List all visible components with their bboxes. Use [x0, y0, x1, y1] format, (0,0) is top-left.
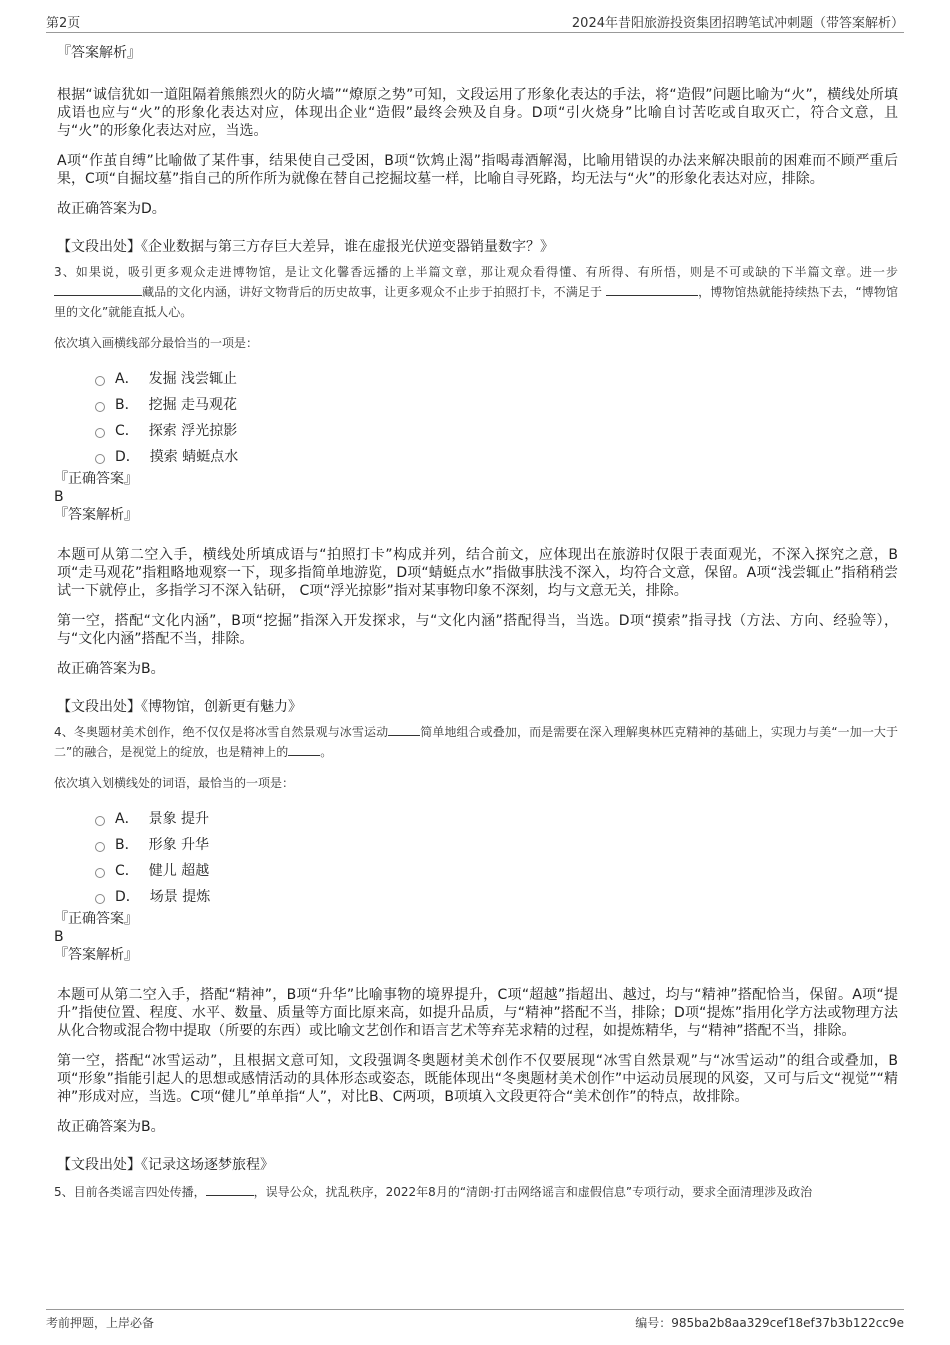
correct-answer: B: [54, 929, 64, 945]
correct-answer: B: [54, 489, 64, 505]
source-title: 《博物馆，创新更有魅力》: [141, 699, 302, 715]
option-c[interactable]: C． 健儿 超越: [95, 858, 898, 884]
conclusion: 故正确答案为D。: [57, 201, 166, 217]
option-b[interactable]: B． 形象 升华: [95, 832, 898, 858]
correct-answer-label: 『正确答案』: [54, 471, 138, 487]
option-d[interactable]: D． 摸索 蜻蜓点水: [95, 444, 898, 470]
question-3-options: [95, 366, 898, 470]
radio-icon[interactable]: [95, 894, 105, 904]
source-tag: 【文段出处】: [57, 239, 141, 255]
page-footer: [46, 1309, 904, 1336]
option-a[interactable]: A． 发掘 浅尝辄止: [95, 366, 898, 392]
conclusion: 故正确答案为B。: [57, 661, 165, 677]
analysis-paragraph: A项“作茧自缚”比喻做了某件事，结果使自己受困，B项“饮鸩止渴”指喝毒酒解渴，比喻用错误的办法来解决眼前的困难而不顾严重后果，C项“自掘坟墓”指自己的所作所为就像在替自己挖掘坟墓一样，比喻自寻死路，均无法与“火”的形象化表达对应，排除。: [57, 153, 898, 187]
source-title: 《记录这场逐梦旅程》: [141, 1157, 274, 1173]
document-code: 编号：985ba2b8aa329cef18ef37b3b122cc9e: [635, 1316, 904, 1330]
analysis-paragraph: 本题可从第二空入手，横线处所填成语与“拍照打卡”构成并列，结合前文，应体现出在旅游时仅限于表面观光，不深入探究之意，B项“走马观花”指粗略地观察一下，现多指简单地游览，D项“蜻蜓点水”指做事肤浅不深入，均符合文意，保留。A项“浅尝辄止”指稍稍尝试一下就停止，多指学习不深入钻研， C项“浮光掠影”指对某事物印象不深刻，均与文意无关，排除。: [57, 547, 898, 599]
page-header: [46, 12, 904, 33]
source-line: [57, 238, 898, 256]
radio-icon[interactable]: [95, 428, 105, 438]
question-3-stem: 3、如果说，吸引更多观众走进博物馆，是让文化馨香远播的上半篇文章，那让观众看得懂、有所得、有所悟，则是不可或缺的下半篇文章。进一步 藏品的文化内涵，讲好文物背后的历史故事，让更多观众不止步于拍照打卡，不满足于 ，博物馆热就能持续热下去，“博物馆里的文化”就能直抵人心。: [54, 265, 898, 319]
correct-answer-label: 『正确答案』: [54, 911, 138, 927]
fill-blank: [288, 743, 320, 756]
radio-icon[interactable]: [95, 454, 105, 464]
option-b[interactable]: B． 挖掘 走马观花: [95, 392, 898, 418]
analysis-label: 『答案解析』: [54, 507, 138, 523]
analysis-label: 『答案解析』: [54, 947, 138, 963]
fill-blank: [606, 283, 698, 296]
question-3-prompt: 依次填入画横线部分最恰当的一项是：: [54, 336, 259, 350]
fill-blank: [388, 723, 420, 736]
page-content: [54, 44, 898, 1202]
radio-icon[interactable]: [95, 868, 105, 878]
option-c[interactable]: C． 探索 浮光掠影: [95, 418, 898, 444]
question-5-stem: 5、目前各类谣言四处传播， ，误导公众，扰乱秩序，2022年8月的“清朗·打击网络谣言和虚假信息”专项行动，要求全面清理涉及政治: [54, 1185, 813, 1199]
question-4-prompt: 依次填入划横线处的词语，最恰当的一项是：: [54, 776, 295, 790]
document-title: 2024年昔阳旅游投资集团招聘笔试冲刺题（带答案解析）: [571, 16, 904, 31]
analysis-paragraph: 第一空，搭配“冰雪运动”，且根据文意可知，文段强调冬奥题材美术创作不仅要展现“冰雪自然景观”与“冰雪运动”的组合或叠加，B项“形象”指能引起人的思想或感情活动的具体形态或姿态，既能体现出“冬奥题材美术创作”中运动员展现的风姿，又可与后文“视觉”“精神”形成对应，当选。C项“健儿”单单指“人”，对比B、C两项，B项填入文段更符合“美术创作”的特点，故排除。: [57, 1053, 898, 1105]
analysis-label: 『答案解析』: [57, 45, 141, 61]
source-line: 【文段出处】《博物馆，创新更有魅力》: [57, 699, 302, 715]
option-a[interactable]: A． 景象 提升: [95, 806, 898, 832]
radio-icon[interactable]: [95, 376, 105, 386]
analysis-paragraph: 第一空，搭配“文化内涵”，B项“挖掘”指深入开发探求，与“文化内涵”搭配得当，当选。D项“摸索”指寻找（方法、方向、经验等），与“文化内涵”搭配不当，排除。: [57, 613, 898, 647]
conclusion: 故正确答案为B。: [57, 1119, 165, 1135]
option-d[interactable]: D． 场景 提炼: [95, 884, 898, 910]
source-title: 《企业数据与第三方存巨大差异，谁在虚报光伏逆变器销量数字？》: [141, 239, 554, 255]
radio-icon[interactable]: [95, 402, 105, 412]
footer-slogan: 考前押题，上岸必备: [46, 1316, 155, 1330]
question-4-options: [95, 806, 898, 910]
analysis-paragraph: 根据“诚信犹如一道阻隔着熊熊烈火的防火墙”“燎原之势”可知，文段运用了形象化表达的手法，将“造假”问题比喻为“火”，横线处所填成语也应与“火”的形象化表达对应，体现出企业“造假”最终会殃及自身。D项“引火烧身”比喻自讨苦吃或自取灭亡，符合文意，且与“火”的形象化表达对应，当选。: [57, 87, 898, 139]
radio-icon[interactable]: [95, 816, 105, 826]
question-4-stem: 4、冬奥题材美术创作，绝不仅仅是将冰雪自然景观与冰雪运动 简单地组合或叠加，而是需要在深入理解奥林匹克精神的基础上，实现力与美“一加一大于二”的融合，是视觉上的绽放，也是精神上的 。: [54, 725, 898, 759]
fill-blank: [206, 1183, 254, 1196]
page-number: 第2页: [46, 16, 81, 31]
analysis-paragraph: 本题可从第二空入手，搭配“精神”，B项“升华”比喻事物的境界提升，C项“超越”指超出、越过，均与“精神”搭配恰当，保留。A项“提升”指使位置、程度、水平、数量、质量等方面比原来高，如提升品质，与“精神”搭配不当，排除；D项“提炼”指用化学方法或物理方法从化合物或混合物中提取（所要的东西）或比喻文艺创作和语言艺术等弃芜求精的过程，如提炼精华，与“精神”搭配不当，排除。: [57, 987, 898, 1039]
radio-icon[interactable]: [95, 842, 105, 852]
source-line: 【文段出处】《记录这场逐梦旅程》: [57, 1157, 274, 1173]
fill-blank: [54, 283, 142, 296]
